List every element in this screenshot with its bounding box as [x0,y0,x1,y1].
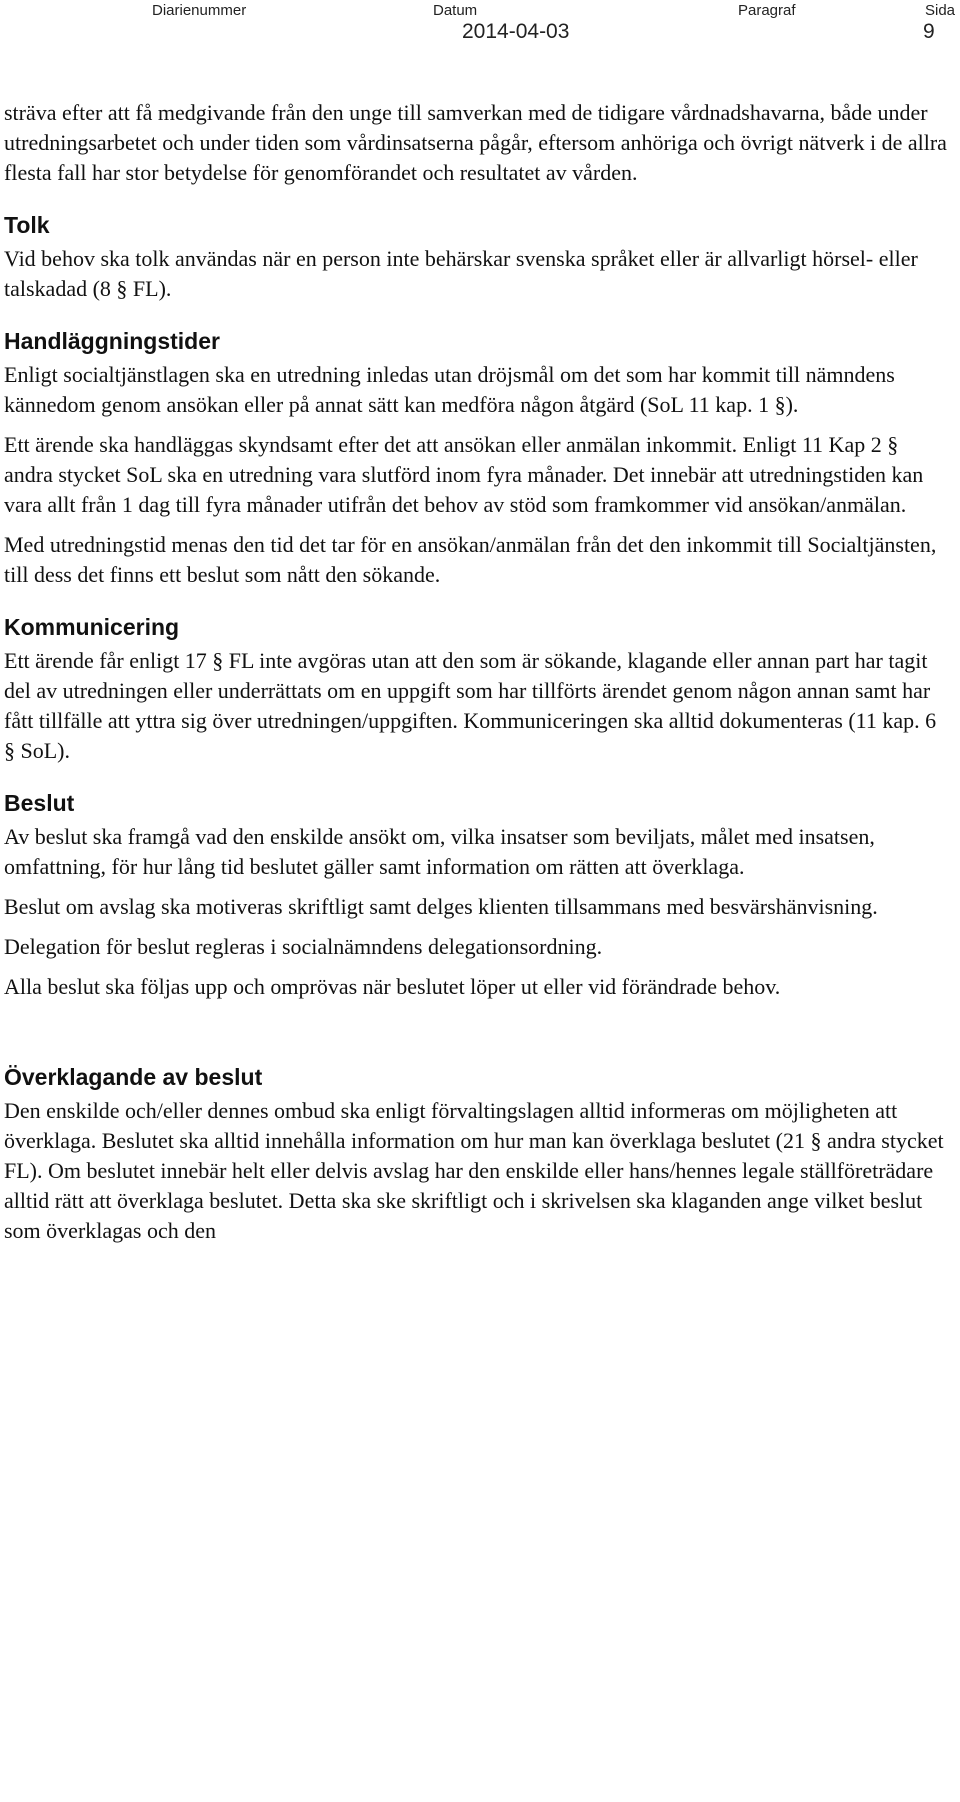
kommunicering-section [4,612,952,766]
overklagande-heading: Överklagande av beslut [4,1064,263,1090]
datum-value: 2014-04-03 [462,20,570,43]
kommunicering-paragraph-1: Ett ärende får enligt 17 § FL inte avgöras utan att den som är sökande, klagande eller annan part har tagit del av utredningen eller underrättats om en uppgift som har tillförts ärendet genom någon annan samt har fått tillfälle att yttra sig över utredningen/uppgiften. Kommuniceringen ska alltid dokumenteras (11 kap. 6 § SoL). [4,648,937,763]
handlaggningstider-section [4,326,952,590]
document-body [4,98,952,1268]
kommunicering-heading: Kommunicering [4,614,180,640]
intro-paragraph: sträva efter att få medgivande från den unge till samverkan med de tidigare vårdnadshavarna, både under utredningsarbetet och under tiden som vårdinsatserna pågår, eftersom anhöriga och övrigt nätverk i de allra flesta fall har stor betydelse för genomförandet och resultatet av vården. [4,100,947,185]
handlaggningstider-paragraph-3: Med utredningstid menas den tid det tar för en ansökan/anmälan från det den inkommit till Socialtjänsten, till dess det finns ett beslut som nått den sökande. [4,532,937,587]
paragraf-label: Paragraf [738,2,796,19]
sida-label: Sida [925,2,956,19]
tolk-heading: Tolk [4,212,50,238]
beslut-paragraph-4: Alla beslut ska följas upp och omprövas när beslutet löper ut eller vid förändrade behov. [4,974,781,999]
handlaggningstider-heading: Handläggningstider [4,328,220,354]
handlaggningstider-paragraph-2: Ett ärende ska handläggas skyndsamt efter det att ansökan eller anmälan inkommit. Enligt 11 Kap 2 § andra stycket SoL ska en utredning vara slutförd inom fyra månader. Det innebär att utredningstiden kan vara allt från 1 dag till fyra månader utifrån det behov av stöd som framkommer vid ansökan/anmälan. [4,432,924,517]
overklagande-section [4,1062,952,1246]
overklagande-paragraph-1: Den enskilde och/eller dennes ombud ska enligt förvaltingslagen alltid informeras om möjligheten att överklaga. Beslutet ska alltid innehålla information om hur man kan överklaga beslutet (21 § andra stycket FL). Om beslutet innebär helt eller delvis avslag har den enskilde eller hans/hennes legale ställföreträdare alltid rätt att överklaga beslutet. Detta ska ske skriftligt och i skrivelsen ska klaganden ange vilket beslut som överklagas och den [4,1098,944,1243]
page-header [0,0,960,60]
page-number: 9 [923,20,935,43]
beslut-heading: Beslut [4,790,75,816]
diarienummer-label: Diarienummer [152,2,247,19]
datum-label: Datum [433,2,478,19]
beslut-section [4,788,952,1002]
beslut-paragraph-2: Beslut om avslag ska motiveras skriftligt samt delges klienten tillsammans med besvärshänvisning. [4,894,878,919]
tolk-paragraph-1: Vid behov ska tolk användas när en person inte behärskar svenska språket eller är allvarligt hörsel- eller talskadad (8 § FL). [4,246,918,301]
beslut-paragraph-1: Av beslut ska framgå vad den enskilde ansökt om, vilka insatser som beviljats, målet med insatsen, omfattning, för hur lång tid beslutet gäller samt information om rätten att överklaga. [4,824,875,879]
intro-section [4,98,952,188]
handlaggningstider-paragraph-1: Enligt socialtjänstlagen ska en utredning inledas utan dröjsmål om det som har kommit till nämndens kännedom genom ansökan eller på annat sätt kan medföra någon åtgärd (SoL 11 kap. 1 §). [4,362,895,417]
tolk-section [4,210,952,304]
beslut-paragraph-3: Delegation för beslut regleras i socialnämndens delegationsordning. [4,934,603,959]
